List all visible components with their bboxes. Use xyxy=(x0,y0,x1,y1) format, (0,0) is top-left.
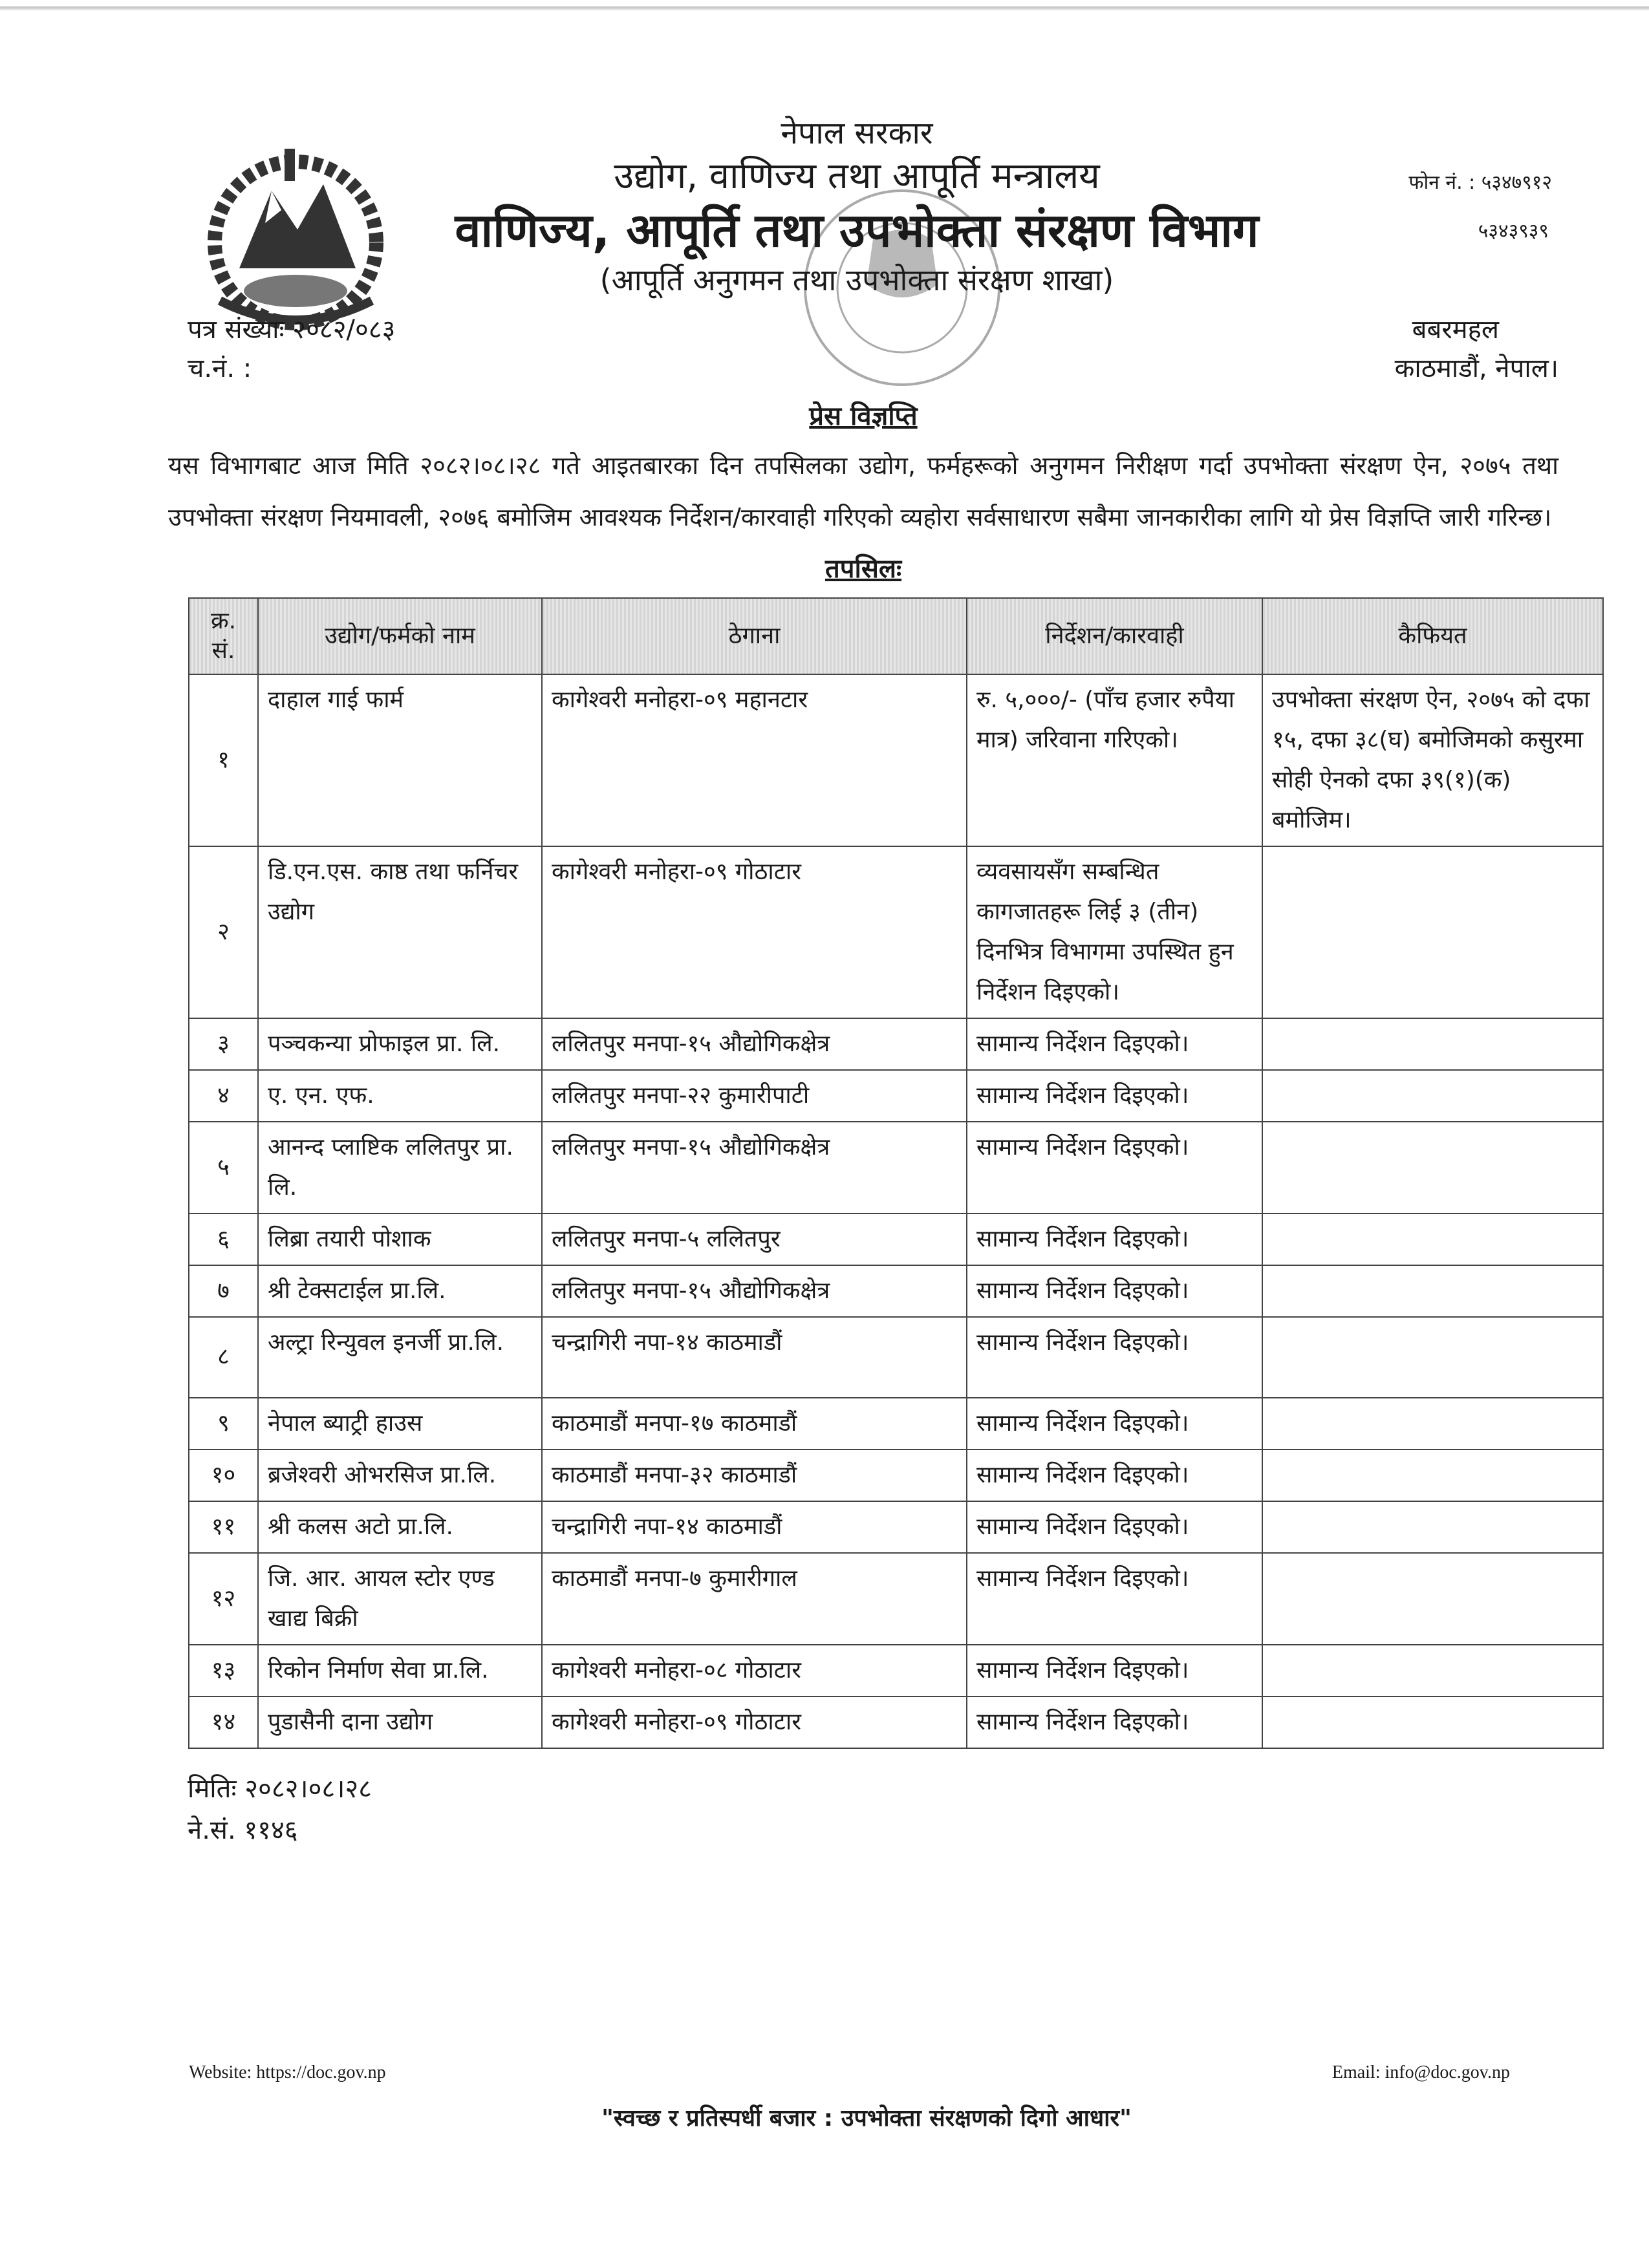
cell-remarks xyxy=(1262,1070,1603,1122)
cell-sn: ८ xyxy=(189,1317,258,1398)
cell-address: चन्द्रागिरी नपा-१४ काठमाडौं xyxy=(542,1317,967,1398)
cell-action: सामान्य निर्देशन दिइएको। xyxy=(967,1265,1262,1317)
cell-address: काठमाडौं मनपा-३२ काठमाडौं xyxy=(542,1450,967,1501)
table-row xyxy=(189,1214,1603,1265)
table-row xyxy=(189,1070,1603,1122)
dispatch-number: च.नं. : xyxy=(188,353,252,383)
cell-action: सामान्य निर्देशन दिइएको। xyxy=(967,1645,1262,1696)
cell-name: आनन्द प्लाष्टिक ललितपुर प्रा. लि. xyxy=(258,1122,542,1214)
details-title: तपसिलः xyxy=(824,553,902,584)
department-name: वाणिज्य, आपूर्ति तथा उपभोक्ता संरक्षण विभाग xyxy=(455,203,1259,258)
table-row xyxy=(189,1398,1603,1450)
cell-action: रु. ५,०००/- (पाँच हजार रुपैया मात्र) जरिवाना गरिएको। xyxy=(967,674,1262,846)
table-row xyxy=(189,1696,1603,1748)
cell-address: चन्द्रागिरी नपा-१४ काठमाडौं xyxy=(542,1501,967,1553)
cell-address: ललितपुर मनपा-१५ औद्योगिकक्षेत्र xyxy=(542,1018,967,1070)
email-link[interactable]: Email: info@doc.gov.np xyxy=(1331,2062,1510,2082)
cell-address: कागेश्वरी मनोहरा-०९ गोठाटार xyxy=(542,1696,967,1748)
cell-name: लिब्रा तयारी पोशाक xyxy=(258,1214,542,1265)
cell-sn: १४ xyxy=(189,1696,258,1748)
cell-action: सामान्य निर्देशन दिइएको। xyxy=(967,1398,1262,1450)
cell-remarks xyxy=(1262,1214,1603,1265)
issue-date: मितिः २०८२।०८।२८ xyxy=(188,1773,372,1804)
cell-name: अल्ट्रा रिन्युवल इनर्जी प्रा.लि. xyxy=(258,1317,542,1398)
phone-number-2: ५३४३९३९ xyxy=(1478,220,1549,242)
table-row xyxy=(189,1645,1603,1696)
cell-remarks xyxy=(1262,1265,1603,1317)
cell-address: ललितपुर मनपा-५ ललितपुर xyxy=(542,1214,967,1265)
cell-name: नेपाल ब्याट्री हाउस xyxy=(258,1398,542,1450)
cell-name: रिकोन निर्माण सेवा प्रा.लि. xyxy=(258,1645,542,1696)
cell-remarks xyxy=(1262,1501,1603,1553)
table-row xyxy=(189,1501,1603,1553)
table-row xyxy=(189,1553,1603,1645)
cell-action: सामान्य निर्देशन दिइएको। xyxy=(967,1501,1262,1553)
cell-action: सामान्य निर्देशन दिइएको। xyxy=(967,1122,1262,1214)
cell-sn: ५ xyxy=(189,1122,258,1214)
cell-sn: २ xyxy=(189,846,258,1018)
column-header: निर्देशन/कारवाही xyxy=(967,598,1262,674)
letter-number: पत्र संख्याः २०८२/०८३ xyxy=(188,314,396,345)
cell-action: सामान्य निर्देशन दिइएको। xyxy=(967,1070,1262,1122)
dispatch-meta-row xyxy=(168,349,1558,388)
cell-remarks xyxy=(1262,1696,1603,1748)
cell-remarks xyxy=(1262,1450,1603,1501)
table-row xyxy=(189,846,1603,1018)
table-row xyxy=(189,1317,1603,1398)
cell-action: सामान्य निर्देशन दिइएको। xyxy=(967,1696,1262,1748)
cell-name: ब्रजेश्वरी ओभरसिज प्रा.लि. xyxy=(258,1450,542,1501)
cell-name: श्री टेक्सटाईल प्रा.लि. xyxy=(258,1265,542,1317)
letter-content xyxy=(168,113,1590,1851)
cell-action: सामान्य निर्देशन दिइएको। xyxy=(967,1450,1262,1501)
cell-remarks xyxy=(1262,1018,1603,1070)
inspection-table xyxy=(188,597,1604,1749)
letterhead xyxy=(155,113,1558,300)
cell-sn: १ xyxy=(189,674,258,846)
cell-remarks xyxy=(1262,1553,1603,1645)
cell-name: ए. एन. एफ. xyxy=(258,1070,542,1122)
government-name: नेपाल सरकार xyxy=(781,115,933,151)
column-header: ठेगाना xyxy=(542,598,967,674)
cell-name: श्री कलस अटो प्रा.लि. xyxy=(258,1501,542,1553)
cell-remarks xyxy=(1262,1317,1603,1398)
cell-remarks: उपभोक्ता संरक्षण ऐन, २०७५ को दफा १५, दफा ३८(घ) बमोजिमको कसुरमा सोही ऐनको दफा ३९(१)(क) बमोजिम। xyxy=(1262,674,1603,846)
cell-address: कागेश्वरी मनोहरा-०९ महानटार xyxy=(542,674,967,846)
cell-name: पुडासैनी दाना उद्योग xyxy=(258,1696,542,1748)
table-header-row xyxy=(189,598,1603,674)
table-row xyxy=(189,1450,1603,1501)
column-header: क्र. सं. xyxy=(189,598,258,674)
table-row xyxy=(189,1018,1603,1070)
cell-address: कागेश्वरी मनोहरा-०८ गोठाटार xyxy=(542,1645,967,1696)
office-location: बबरमहल xyxy=(1412,314,1499,345)
cell-address: ललितपुर मनपा-१५ औद्योगिकक्षेत्र xyxy=(542,1122,967,1214)
cell-remarks xyxy=(1262,1122,1603,1214)
table-row xyxy=(189,674,1603,846)
column-header: उद्योग/फर्मको नाम xyxy=(258,598,542,674)
cell-action: सामान्य निर्देशन दिइएको। xyxy=(967,1317,1262,1398)
cell-sn: १३ xyxy=(189,1645,258,1696)
cell-remarks xyxy=(1262,1645,1603,1696)
cell-name: पञ्चकन्या प्रोफाइल प्रा. लि. xyxy=(258,1018,542,1070)
office-city: काठमाडौं, नेपाल। xyxy=(1394,353,1558,383)
cell-sn: ३ xyxy=(189,1018,258,1070)
table-row xyxy=(189,1122,1603,1214)
press-release-body: यस विभागबाट आज मिति २०८२।०८।२८ गते आइतबारका दिन तपसिलका उद्योग, फर्महरूको अनुगमन निरीक्षण गर्दा उपभोक्ता संरक्षण ऐन, २०७५ तथा उपभोक्ता संरक्षण नियमावली, २०७६ बमोजिम आवश्यक निर्देशन/कारवाही गरिएको व्यहोरा सर्वसाधारण सबैमा जानकारीका लागि यो प्रेस विज्ञप्ति जारी गरिन्छ। xyxy=(168,451,1558,531)
nepal-sambat-year: ने.सं. ११४६ xyxy=(188,1815,298,1845)
cell-address: काठमाडौं मनपा-७ कुमारीगाल xyxy=(542,1553,967,1645)
cell-action: सामान्य निर्देशन दिइएको। xyxy=(967,1553,1262,1645)
cell-action: व्यवसायसँग सम्बन्धित कागजातहरू लिई ३ (तीन) दिनभित्र विभागमा उपस्थित हुन निर्देशन दिइएको। xyxy=(967,846,1262,1018)
branch-name: (आपूर्ति अनुगमन तथा उपभोक्ता संरक्षण शाखा) xyxy=(599,262,1114,297)
cell-sn: ९ xyxy=(189,1398,258,1450)
cell-address: कागेश्वरी मनोहरा-०९ गोठाटार xyxy=(542,846,967,1018)
press-release-title: प्रेस विज्ञप्ति xyxy=(809,401,918,431)
ministry-name: उद्योग, वाणिज्य तथा आपूर्ति मन्त्रालय xyxy=(614,155,1100,198)
cell-address: काठमाडौं मनपा-१७ काठमाडौं xyxy=(542,1398,967,1450)
letter-meta-row xyxy=(168,310,1558,349)
cell-sn: ११ xyxy=(189,1501,258,1553)
cell-sn: १२ xyxy=(189,1553,258,1645)
cell-address: ललितपुर मनपा-१५ औद्योगिकक्षेत्र xyxy=(542,1265,967,1317)
cell-sn: ७ xyxy=(189,1265,258,1317)
table-row xyxy=(189,1265,1603,1317)
cell-name: दाहाल गाई फार्म xyxy=(258,674,542,846)
cell-remarks xyxy=(1262,846,1603,1018)
cell-remarks xyxy=(1262,1398,1603,1450)
cell-action: सामान्य निर्देशन दिइएको। xyxy=(967,1214,1262,1265)
website-link[interactable]: Website: https://doc.gov.np xyxy=(189,2062,386,2082)
cell-sn: ६ xyxy=(189,1214,258,1265)
cell-sn: १० xyxy=(189,1450,258,1501)
scan-edge xyxy=(0,6,1649,10)
phone-number: फोन नं. : ५३४७९१२ xyxy=(1408,171,1552,194)
cell-address: ललितपुर मनपा-२२ कुमारीपाटी xyxy=(542,1070,967,1122)
column-header: कैफियत xyxy=(1262,598,1603,674)
cell-name: डि.एन.एस. काष्ठ तथा फर्निचर उद्योग xyxy=(258,846,542,1018)
cell-name: जि. आर. आयल स्टोर एण्ड खाद्य बिक्री xyxy=(258,1553,542,1645)
cell-action: सामान्य निर्देशन दिइएको। xyxy=(967,1018,1262,1070)
cell-sn: ४ xyxy=(189,1070,258,1122)
slogan: "स्वच्छ र प्रतिस्पर्धी बजार : उपभोक्ता संरक्षणको दिगो आधार" xyxy=(601,2105,1132,2132)
